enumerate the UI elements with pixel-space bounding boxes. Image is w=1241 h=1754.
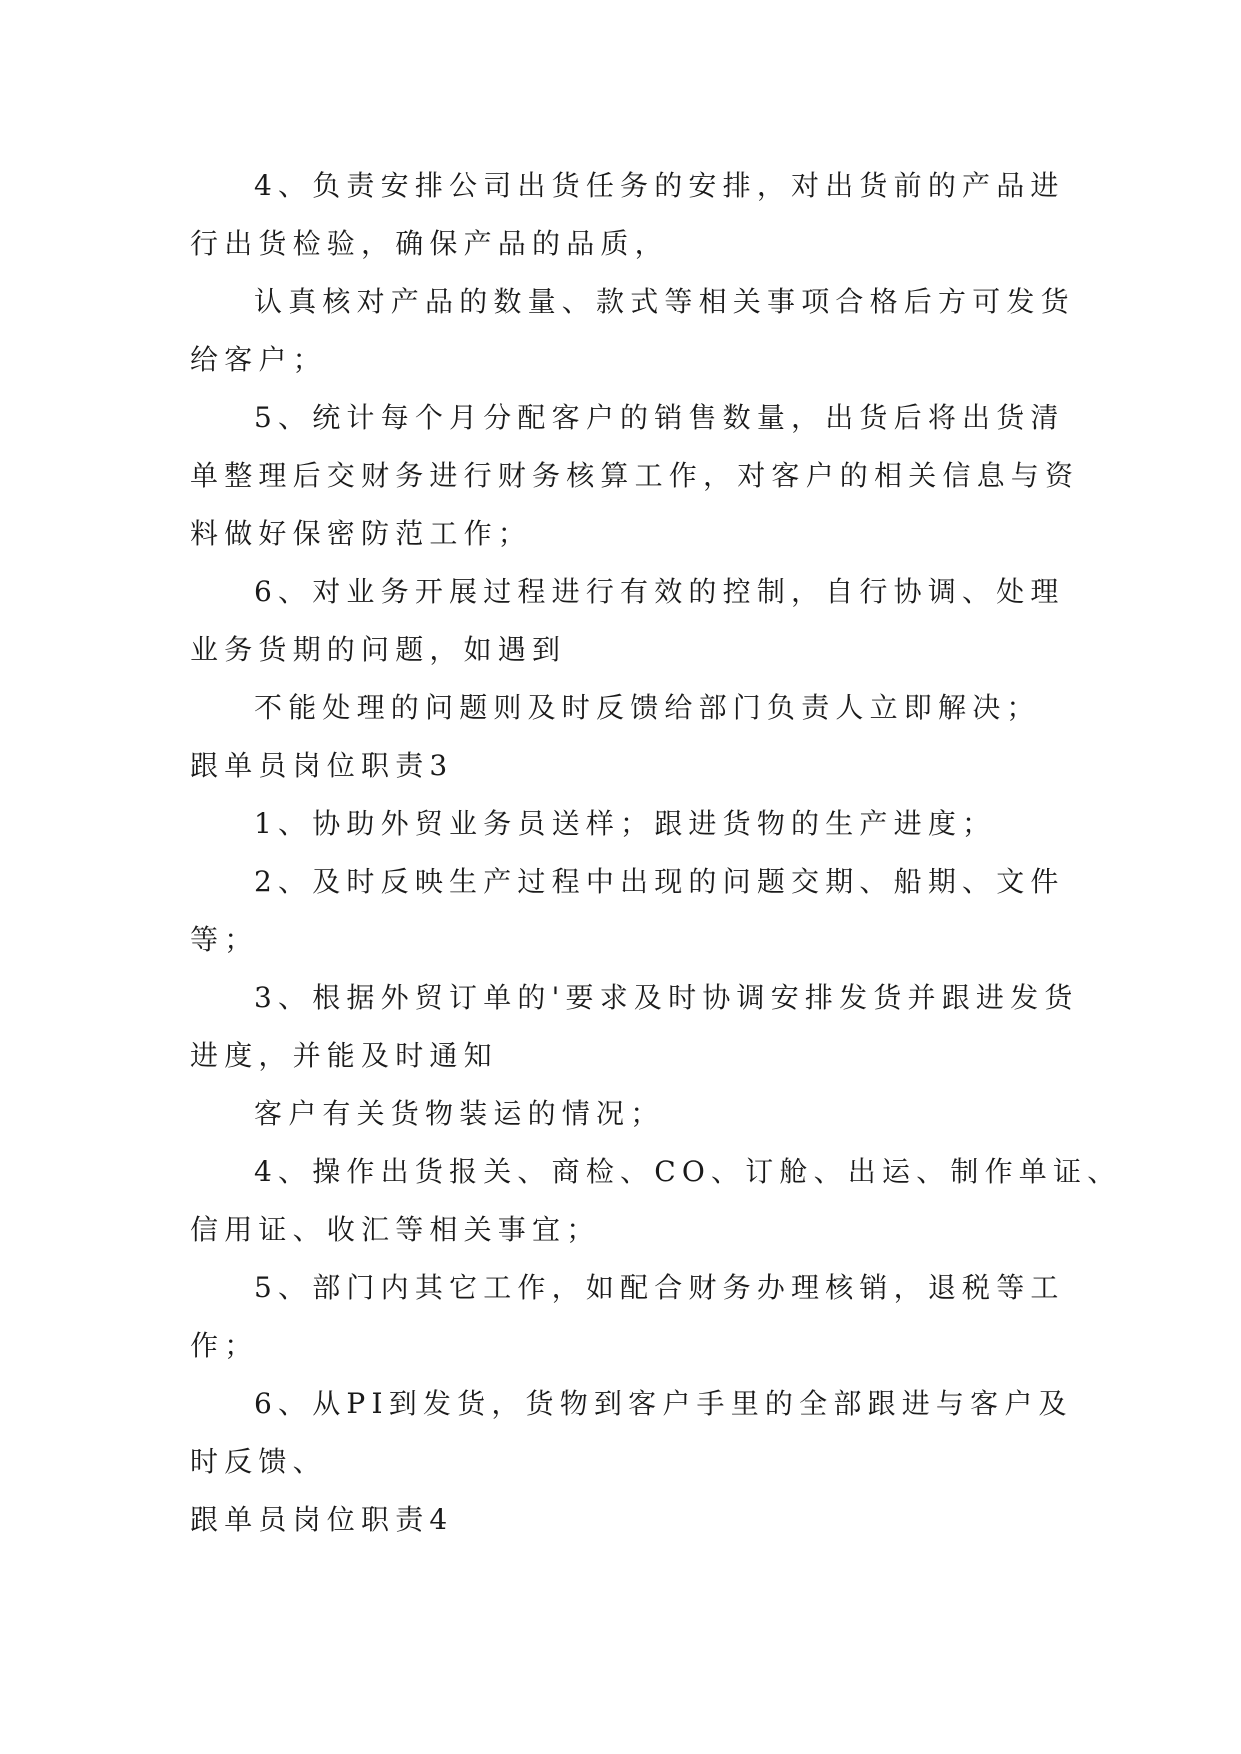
paragraph-line: 进度，并能及时通知 (190, 1039, 498, 1072)
paragraph-line: 4、负责安排公司出货任务的安排，对出货前的产品进 (254, 169, 1065, 202)
paragraph-line: 3、根据外贸订单的'要求及时协调安排发货并跟进发货 (254, 981, 1079, 1014)
paragraph-line: 6、从PI到发货，货物到客户手里的全部跟进与客户及 (254, 1387, 1073, 1420)
paragraph-line: 5、统计每个月分配客户的销售数量，出货后将出货清 (254, 401, 1065, 434)
paragraph-line: 2、及时反映生产过程中出现的问题交期、船期、文件 (254, 865, 1065, 898)
paragraph-line: 信用证、收汇等相关事宜； (190, 1213, 601, 1246)
paragraph-line: 作； (190, 1329, 259, 1362)
section-heading: 跟单员岗位职责3 (190, 749, 454, 782)
paragraph-line: 5、部门内其它工作，如配合财务办理核销，退税等工 (254, 1271, 1065, 1304)
paragraph-line: 给客户； (190, 343, 327, 376)
paragraph-line: 客户有关货物装运的情况； (254, 1097, 665, 1130)
paragraph-line: 等； (190, 923, 259, 956)
paragraph-line: 单整理后交财务进行财务核算工作，对客户的相关信息与资 (190, 459, 1080, 492)
section-heading: 跟单员岗位职责4 (190, 1503, 454, 1536)
paragraph-line: 料做好保密防范工作； (190, 517, 533, 550)
paragraph-line: 认真核对产品的数量、款式等相关事项合格后方可发货 (254, 285, 1075, 318)
paragraph-line: 4、操作出货报关、商检、CO、订舱、出运、制作单证、 (254, 1155, 1122, 1188)
paragraph-line: 6、对业务开展过程进行有效的控制，自行协调、处理 (254, 575, 1065, 608)
paragraph-line: 业务货期的问题，如遇到 (190, 633, 567, 666)
paragraph-line: 1、协助外贸业务员送样；跟进货物的生产进度； (254, 807, 997, 840)
paragraph-line: 不能处理的问题则及时反馈给部门负责人立即解决； (254, 691, 1041, 724)
paragraph-line: 行出货检验，确保产品的品质， (190, 227, 669, 260)
paragraph-line: 时反馈、 (190, 1445, 327, 1478)
